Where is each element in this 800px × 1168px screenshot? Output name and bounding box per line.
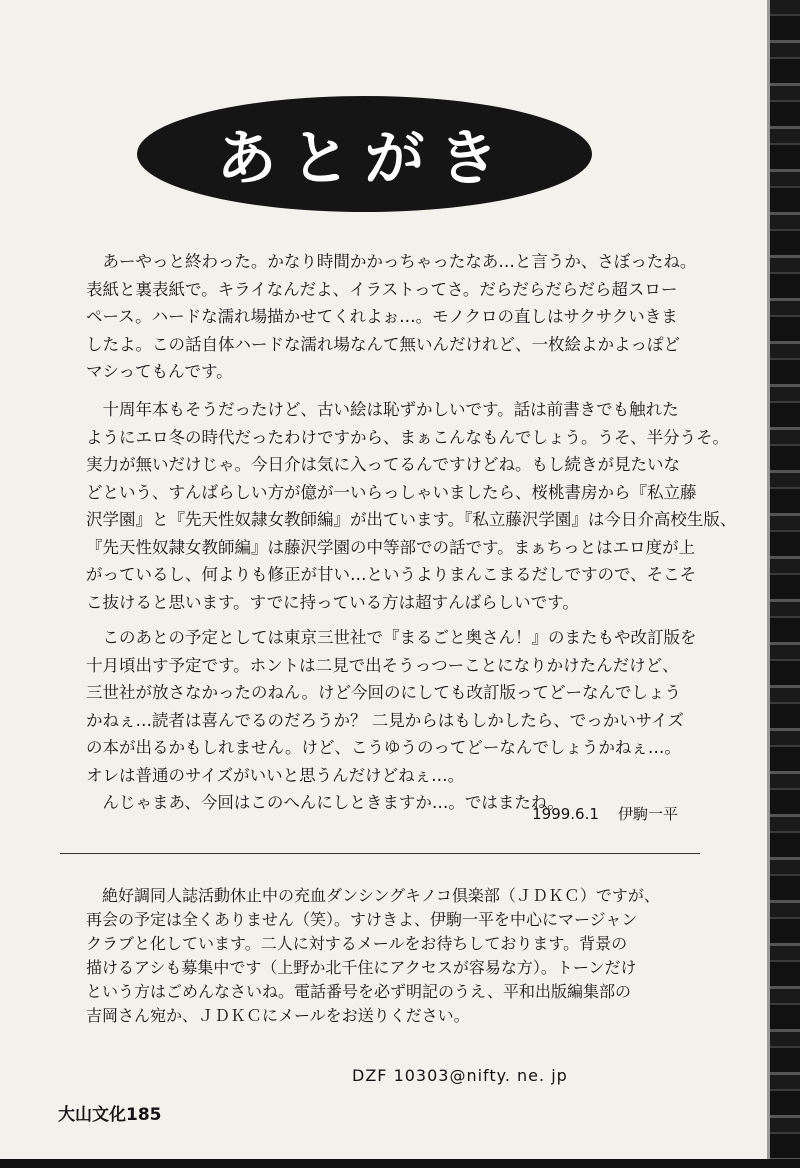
text-line: んじゃまあ、今回はこのへんにしときますか…。ではまたね。: [86, 793, 564, 812]
text-line: こ抜けると思います。すでに持っている方は超すんばらしいです。: [86, 592, 579, 612]
text-line: マシってもんです。: [86, 362, 233, 381]
text-line: がっているし、何よりも修正が甘い…というよりまんこまるだしですので、そこそ: [86, 565, 697, 584]
text-line: 実力が無いだけじゃ。今日介は気に入ってるんですけどね。もし続きが見たいな: [86, 455, 680, 474]
section-divider: [60, 853, 700, 854]
notice-paragraph: [86, 884, 660, 1028]
text-line: 吉岡さん宛か、ＪＤＫＣにメールをお送りください。: [86, 1006, 470, 1025]
text-line: したよ。この話自体ハードな濡れ場なんて無いんだけれど、一枚絵よかよっぽど: [86, 334, 680, 354]
scan-bottom-edge: [0, 1159, 800, 1168]
text-line: どという、すんばらしい方が億が一いらっしゃいましたら、桜桃書房から『私立藤: [86, 482, 697, 502]
text-line: クラブと化しています。二人に対するメールをお待ちしております。背景の: [86, 934, 628, 953]
text-line: 再会の予定は全くありません（笑）。すけきよ、伊駒一平を中心にマージャン: [86, 910, 638, 929]
text-line: 絶好調同人誌活動休止中の充血ダンシングキノコ倶楽部（ＪＤＫＣ）ですが、: [86, 886, 660, 905]
text-line: あーやっと終わった。かなり時間かかっちゃったなあ…と言うか、さぼったね。: [86, 252, 697, 271]
text-line: という方はごめんなさいね。電話番号を必ず明記のうえ、平和出版編集部の: [86, 982, 631, 1001]
signature-author: 伊駒一平: [617, 805, 678, 823]
afterword-paragraph-2: [86, 396, 736, 616]
signature-date: 1999.6.1: [532, 805, 599, 823]
text-line: このあとの予定としては東京三世社で『まるごと奥さん！』のまたもや改訂版を: [86, 628, 697, 647]
page-footer-label: 大山文化185: [58, 1105, 162, 1125]
text-line: かねぇ…読者は喜んでるのだろうか？ 二見からはもしかしたら、でっかいサイズ: [86, 710, 684, 730]
text-line: 表紙と裏表紙で。キライなんだよ、イラストってさ。だらだらだらだら超スロー: [86, 279, 678, 299]
text-line: 十月頃出す予定です。ホントは二見で出そうっつーことになりかけたんだけど、: [86, 655, 679, 675]
scan-binding-edge: [770, 0, 800, 1168]
afterword-paragraph-1: [86, 248, 696, 386]
contact-email: DZF 10303@nifty. ne. jp: [352, 1066, 568, 1085]
text-line: ようにエロ冬の時代だったわけですから、まぁこんなもんでしょう。うそ、半分うそ。: [86, 427, 729, 447]
text-line: 沢学園』と『先天性奴隷女教師編』が出ています。『私立藤沢学園』は今日介高校生版、: [86, 510, 737, 529]
text-line: 十周年本もそうだったけど、古い絵は恥ずかしいです。話は前書きでも触れた: [86, 400, 679, 419]
scan-edge-line: [767, 0, 770, 1168]
text-line: オレは普通のサイズがいいと思うんだけどねぇ…。: [86, 765, 465, 785]
signature: [532, 803, 678, 824]
text-line: の本が出るかもしれません。けど、こうゆうのってどーなんでしょうかねぇ…。: [86, 738, 681, 757]
text-line: 描けるアシも募集中です（上野か北千住にアクセスが容易な方）。トーンだけ: [86, 958, 637, 977]
text-line: 三世社が放さなかったのねん。けど今回のにしても改訂版ってどーなんでしょう: [86, 683, 681, 702]
afterword-paragraph-3: [86, 624, 697, 817]
text-line: ペース。ハードな濡れ場描かせてくれよぉ…。モノクロの直しはサクサクいきま: [86, 307, 678, 326]
title-banner: [137, 96, 592, 212]
page-title: あとがき: [216, 124, 513, 194]
text-line: 『先天性奴隷女教師編』は藤沢学園の中等部での話です。まぁちっとはエロ度が上: [86, 537, 696, 557]
